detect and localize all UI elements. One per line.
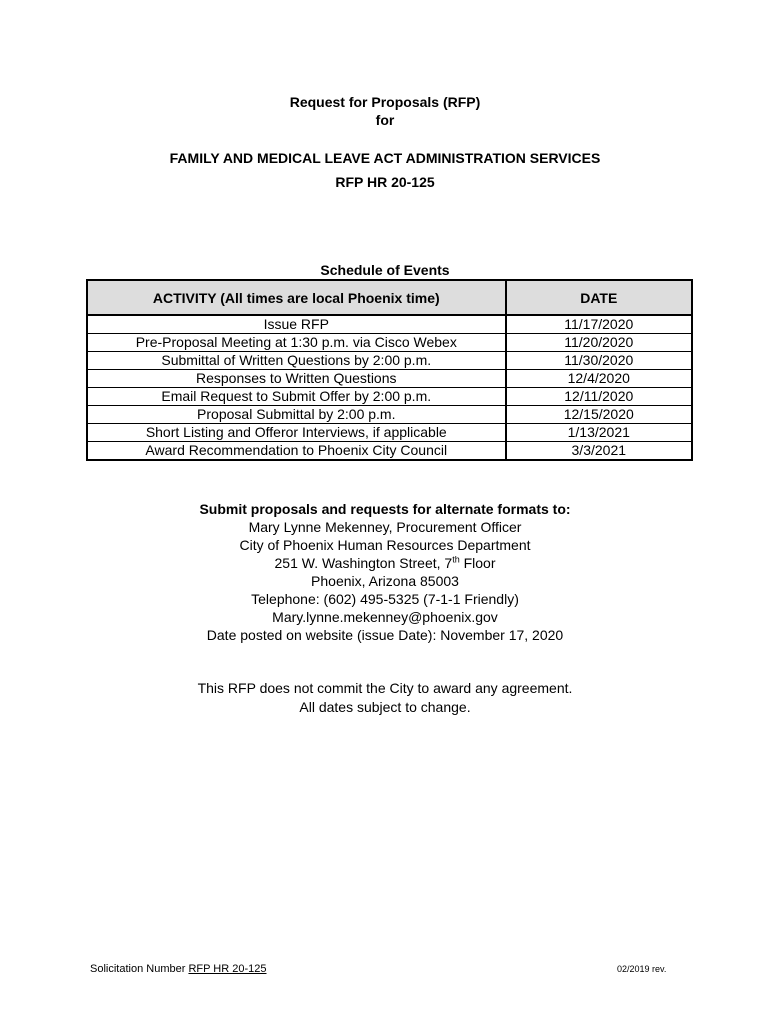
- date-cell: 12/15/2020: [506, 406, 692, 424]
- disclaimer-notice: [0, 679, 770, 717]
- date-posted: Date posted on website (issue Date): November 17, 2020: [206, 627, 564, 643]
- submit-heading: Submit proposals and requests for alternate formats to:: [199, 501, 571, 517]
- disclaimer-line-2: All dates subject to change.: [299, 699, 471, 715]
- date-cell: 11/17/2020: [506, 315, 692, 334]
- rfp-subject: FAMILY AND MEDICAL LEAVE ACT ADMINISTRATION SERVICES: [169, 150, 601, 166]
- city-state-zip: Phoenix, Arizona 85003: [311, 573, 459, 589]
- footer-solicitation-number: RFP HR 20-125: [188, 963, 267, 975]
- table-row: [87, 352, 692, 370]
- date-column-header: DATE: [506, 280, 692, 315]
- activity-cell: Award Recommendation to Phoenix City Council: [87, 442, 506, 461]
- contact-email[interactable]: Mary.lynne.mekenney@phoenix.gov: [272, 609, 498, 625]
- contact-name: Mary Lynne Mekenney, Procurement Officer: [248, 519, 522, 535]
- table-row: [87, 370, 692, 388]
- department-name: City of Phoenix Human Resources Department: [239, 537, 531, 553]
- date-cell: 11/30/2020: [506, 352, 692, 370]
- activity-column-header: ACTIVITY (All times are local Phoenix time): [87, 280, 506, 315]
- activity-cell: Responses to Written Questions: [87, 370, 506, 388]
- ordinal-suffix: th: [452, 554, 460, 565]
- disclaimer-line-1: This RFP does not commit the City to award any agreement.: [197, 680, 573, 696]
- schedule-table: [86, 279, 693, 461]
- footer-label: Solicitation Number: [90, 963, 189, 975]
- date-cell: 3/3/2021: [506, 442, 692, 461]
- street-address: [0, 554, 770, 572]
- rfp-title-line: Request for Proposals (RFP): [289, 94, 481, 110]
- rfp-for-line: for: [375, 112, 395, 128]
- table-row: [87, 424, 692, 442]
- activity-cell: Submittal of Written Questions by 2:00 p.m.: [87, 352, 506, 370]
- date-cell: 12/4/2020: [506, 370, 692, 388]
- table-row: [87, 406, 692, 424]
- date-cell: 11/20/2020: [506, 334, 692, 352]
- footer-revision: 02/2019 rev.: [617, 964, 667, 974]
- activity-cell: Short Listing and Offeror Interviews, if applicable: [87, 424, 506, 442]
- activity-cell: Proposal Submittal by 2:00 p.m.: [87, 406, 506, 424]
- date-cell: 1/13/2021: [506, 424, 692, 442]
- date-cell: 12/11/2020: [506, 388, 692, 406]
- schedule-header-row: [87, 280, 692, 315]
- table-row: [87, 442, 692, 461]
- telephone: Telephone: (602) 495-5325 (7-1-1 Friendly): [251, 591, 519, 607]
- table-row: [87, 334, 692, 352]
- footer-solicitation: [90, 963, 267, 975]
- activity-cell: Email Request to Submit Offer by 2:00 p.m.: [87, 388, 506, 406]
- street-address-main: 251 W. Washington Street, 7: [274, 555, 453, 571]
- table-row: [87, 388, 692, 406]
- street-address-floor: Floor: [459, 555, 496, 571]
- table-row: [87, 315, 692, 334]
- submission-contact-block: [0, 500, 770, 644]
- rfp-number: RFP HR 20-125: [335, 174, 435, 190]
- schedule-title: Schedule of Events: [320, 262, 450, 278]
- activity-cell: Pre-Proposal Meeting at 1:30 p.m. via Cisco Webex: [87, 334, 506, 352]
- activity-cell: Issue RFP: [87, 315, 506, 334]
